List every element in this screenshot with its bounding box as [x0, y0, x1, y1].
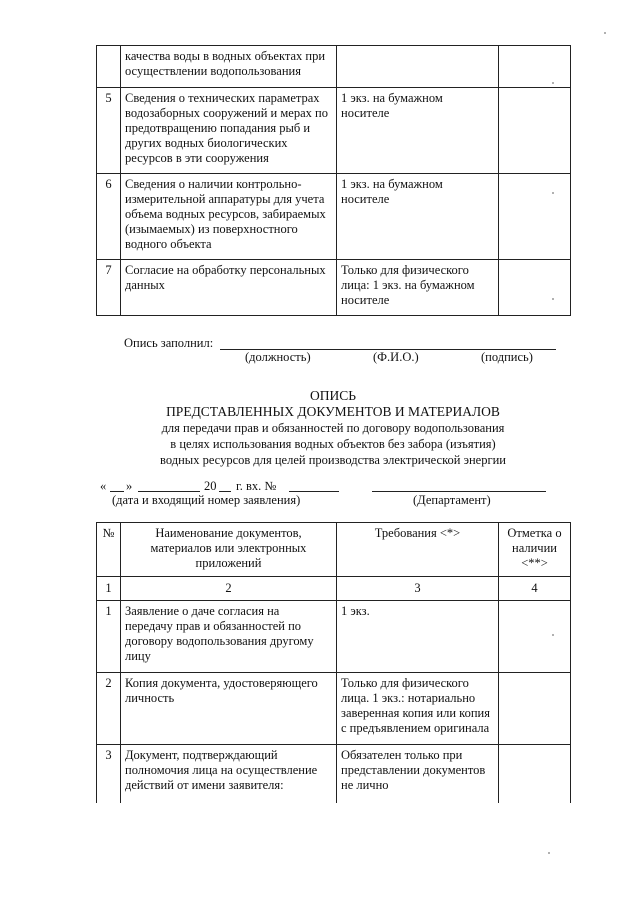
- fio-caption: (Ф.И.О.): [373, 350, 419, 364]
- presence-mark-cell: [499, 601, 571, 673]
- department-blank: [372, 491, 546, 492]
- month-blank: [138, 491, 200, 492]
- column-index: 3: [337, 577, 499, 601]
- incoming-number-blank: [289, 491, 339, 492]
- year-blank: [219, 491, 231, 492]
- table-row: [97, 174, 571, 260]
- presence-mark-cell: [499, 46, 571, 88]
- documents-table: [96, 522, 571, 803]
- table-row: [97, 260, 571, 316]
- document-name: Согласие на обработку персональных данных: [121, 260, 337, 316]
- inventory-title: ОПИСЬ: [309, 388, 356, 403]
- scan-speck: [552, 634, 554, 636]
- row-number: 7: [97, 260, 121, 316]
- presence-mark-cell: [499, 88, 571, 174]
- table-row: [97, 88, 571, 174]
- close-quote: »: [126, 479, 133, 493]
- scan-speck: [552, 82, 554, 84]
- document-requirement: 1 экз. на бумажном носителе: [337, 174, 499, 260]
- year-prefix: 20: [204, 479, 217, 493]
- presence-mark-cell: [499, 174, 571, 260]
- inventory-purpose-line: в целях использования водных объектов без забора (изъятия): [170, 437, 496, 451]
- sign-caption: (подпись): [481, 350, 533, 364]
- header-number: №: [97, 523, 121, 577]
- document-name: Заявление о даче согласия на передачу прав и обязанностей по договору водопользования другому лицу: [121, 601, 337, 673]
- presence-mark-cell: [499, 673, 571, 745]
- inventory-header: [96, 388, 570, 468]
- scan-speck: [604, 32, 606, 34]
- document-name: Сведения о наличии контрольно- измерительной аппаратуры для учета объема водных ресурсов, забираемых (изымаемых) из поверхностного водного объекта: [121, 174, 337, 260]
- header-document-name: Наименование документов, материалов или электронных приложений: [121, 523, 337, 577]
- document-requirement: Только для физического лица: 1 экз. на бумажном носителе: [337, 260, 499, 316]
- day-blank: [110, 491, 124, 492]
- row-number: 5: [97, 88, 121, 174]
- presence-mark-cell: [499, 260, 571, 316]
- document-requirement: [337, 46, 499, 88]
- incoming-number-label: г. вх. №: [236, 479, 277, 493]
- signature-block: [0, 330, 640, 370]
- open-quote: «: [100, 479, 107, 493]
- row-number: 2: [97, 673, 121, 745]
- documents-table-continued: [96, 45, 571, 316]
- table-row: [97, 46, 571, 88]
- date-caption: (дата и входящий номер заявления): [112, 493, 301, 507]
- document-name: Копия документа, удостоверяющего личность: [121, 673, 337, 745]
- document-requirement: Только для физического лица. 1 экз.: нотариально заверенная копия или копия с предъявлением оригинала: [337, 673, 499, 745]
- row-number: 6: [97, 174, 121, 260]
- inventory-purpose-line: для передачи прав и обязанностей по договору водопользования: [161, 421, 505, 435]
- scan-speck: [552, 298, 554, 300]
- document-name: Сведения о технических параметрах водозаборных сооружений и мерах по предотвращению попадания рыб и других водных биологических ресурсов в эти сооружения: [121, 88, 337, 174]
- document-requirement: 1 экз. на бумажном носителе: [337, 88, 499, 174]
- table-row: [97, 745, 571, 803]
- header-requirements: Требования <*>: [337, 523, 499, 577]
- header-presence-mark: Отметка о наличии <**>: [499, 523, 571, 577]
- document-requirement: Обязателен только при представлении документов не лично: [337, 745, 499, 803]
- presence-mark-cell: [499, 745, 571, 803]
- date-number-block: [0, 475, 640, 511]
- table-row: [97, 601, 571, 673]
- table-index-row: [97, 577, 571, 601]
- document-name: Документ, подтверждающий полномочия лица на осуществление действий от имени заявителя:: [121, 745, 337, 803]
- document-requirement: 1 экз.: [337, 601, 499, 673]
- department-caption: (Департамент): [413, 493, 491, 507]
- row-number: 3: [97, 745, 121, 803]
- column-index: 4: [499, 577, 571, 601]
- table-header-row: [97, 523, 571, 577]
- column-index: 2: [121, 577, 337, 601]
- scan-speck: [552, 192, 554, 194]
- row-number: [97, 46, 121, 88]
- row-number: 1: [97, 601, 121, 673]
- position-caption: (должность): [245, 350, 311, 364]
- inventory-subtitle: ПРЕДСТАВЛЕННЫХ ДОКУМЕНТОВ И МАТЕРИАЛОВ: [166, 404, 500, 419]
- document-name: качества воды в водных объектах при осуществлении водопользования: [121, 46, 337, 88]
- scan-speck: [548, 852, 550, 854]
- column-index: 1: [97, 577, 121, 601]
- table-row: [97, 673, 571, 745]
- inventory-purpose-line: водных ресурсов для целей производства электрической энергии: [160, 453, 506, 467]
- signature-label: Опись заполнил:: [124, 336, 214, 350]
